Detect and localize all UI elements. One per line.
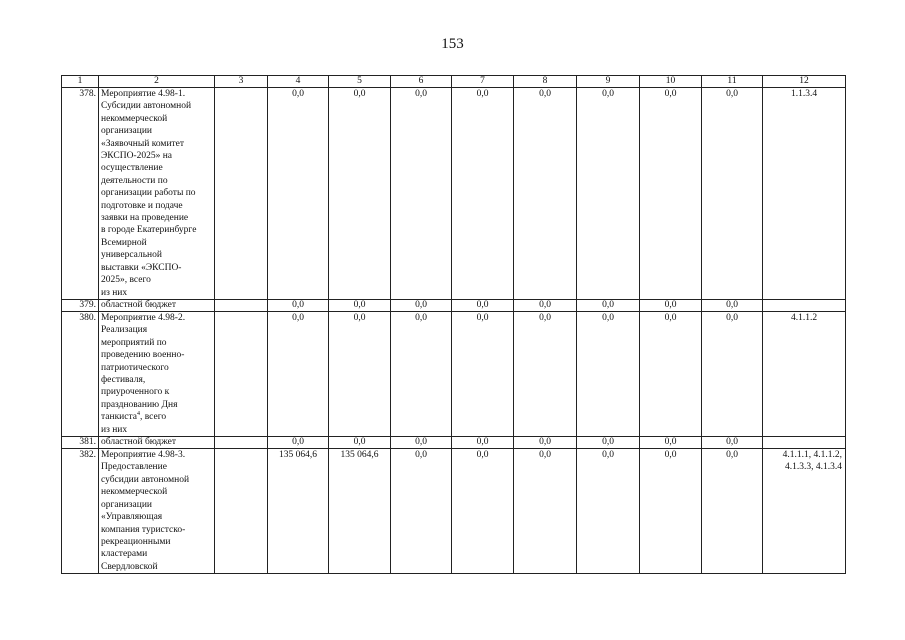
row-value: 0,0	[702, 300, 763, 312]
row-col3	[215, 300, 268, 312]
row-name: Мероприятие 4.98-3. Предоставление субсидии автономной некоммерческой организации «Управляющая компания туристско- рекреационными кластерами Свердловской	[99, 449, 215, 574]
table-row	[62, 300, 846, 312]
row-value: 0,0	[268, 437, 329, 449]
column-header: 2	[99, 76, 215, 88]
row-col3	[215, 312, 268, 437]
row-value: 0,0	[268, 312, 329, 437]
row-col3	[215, 437, 268, 449]
row-value: 0,0	[640, 437, 702, 449]
table-row	[62, 312, 846, 437]
row-target-code: 4.1.1.1, 4.1.1.2, 4.1.3.3, 4.1.3.4	[763, 449, 846, 574]
row-number: 381.	[62, 437, 99, 449]
row-target-code: 1.1.3.4	[763, 88, 846, 300]
row-value: 0,0	[452, 312, 514, 437]
row-col3	[215, 449, 268, 574]
row-value: 0,0	[640, 88, 702, 300]
row-name-main: Мероприятие 4.98-2. Реализация мероприятий по проведению военно- патриотического фестиваля, приуроченного к празднованию Дня танкиста	[101, 313, 186, 423]
row-value: 135 064,6	[268, 449, 329, 574]
row-name: областной бюджет	[99, 300, 215, 312]
column-header: 1	[62, 76, 99, 88]
table-row	[62, 88, 846, 300]
row-value: 0,0	[577, 300, 640, 312]
row-value: 0,0	[514, 300, 577, 312]
row-value: 0,0	[452, 437, 514, 449]
row-value: 0,0	[329, 312, 391, 437]
column-header: 11	[702, 76, 763, 88]
column-number-row	[62, 76, 846, 88]
row-value: 0,0	[329, 88, 391, 300]
row-value: 135 064,6	[329, 449, 391, 574]
row-value: 0,0	[514, 88, 577, 300]
budget-table	[61, 75, 846, 574]
row-value: 0,0	[577, 449, 640, 574]
row-value: 0,0	[702, 88, 763, 300]
row-target-code: 4.1.1.2	[763, 312, 846, 437]
row-value: 0,0	[577, 88, 640, 300]
row-name	[99, 312, 215, 437]
row-value: 0,0	[452, 300, 514, 312]
table-row	[62, 437, 846, 449]
column-header: 6	[391, 76, 452, 88]
row-value: 0,0	[577, 312, 640, 437]
row-value: 0,0	[577, 437, 640, 449]
column-header: 8	[514, 76, 577, 88]
row-value: 0,0	[391, 437, 452, 449]
row-col3	[215, 88, 268, 300]
column-header: 9	[577, 76, 640, 88]
row-target-code	[763, 437, 846, 449]
row-number: 378.	[62, 88, 99, 300]
row-value: 0,0	[391, 300, 452, 312]
row-number: 380.	[62, 312, 99, 437]
row-value: 0,0	[702, 437, 763, 449]
row-value: 0,0	[452, 88, 514, 300]
row-value: 0,0	[391, 88, 452, 300]
column-header: 4	[268, 76, 329, 88]
row-value: 0,0	[329, 437, 391, 449]
row-number: 379.	[62, 300, 99, 312]
row-value: 0,0	[702, 312, 763, 437]
row-name-tail: , всего из них	[101, 412, 167, 435]
page-number: 153	[441, 36, 464, 52]
row-value: 0,0	[514, 449, 577, 574]
row-value: 0,0	[640, 449, 702, 574]
footnote-marker: 4	[136, 411, 140, 418]
row-value: 0,0	[452, 449, 514, 574]
row-name: областной бюджет	[99, 437, 215, 449]
column-header: 5	[329, 76, 391, 88]
row-name: Мероприятие 4.98-1. Субсидии автономной некоммерческой организации «Заявочный комитет ЭКСПО-2025» на осуществление деятельности по организации работы по подготовке и подаче заявки на проведение в городе Екатеринбурге Всемирной универсальной выставки «ЭКСПО- 2025», всего из них	[99, 88, 215, 300]
row-target-code	[763, 300, 846, 312]
row-value: 0,0	[268, 300, 329, 312]
column-header: 10	[640, 76, 702, 88]
row-value: 0,0	[329, 300, 391, 312]
column-header: 12	[763, 76, 846, 88]
row-value: 0,0	[640, 300, 702, 312]
table-row	[62, 449, 846, 574]
column-header: 3	[215, 76, 268, 88]
row-value: 0,0	[640, 312, 702, 437]
row-value: 0,0	[514, 312, 577, 437]
row-value: 0,0	[702, 449, 763, 574]
row-number: 382.	[62, 449, 99, 574]
row-value: 0,0	[514, 437, 577, 449]
column-header: 7	[452, 76, 514, 88]
row-value: 0,0	[391, 449, 452, 574]
row-value: 0,0	[268, 88, 329, 300]
row-value: 0,0	[391, 312, 452, 437]
